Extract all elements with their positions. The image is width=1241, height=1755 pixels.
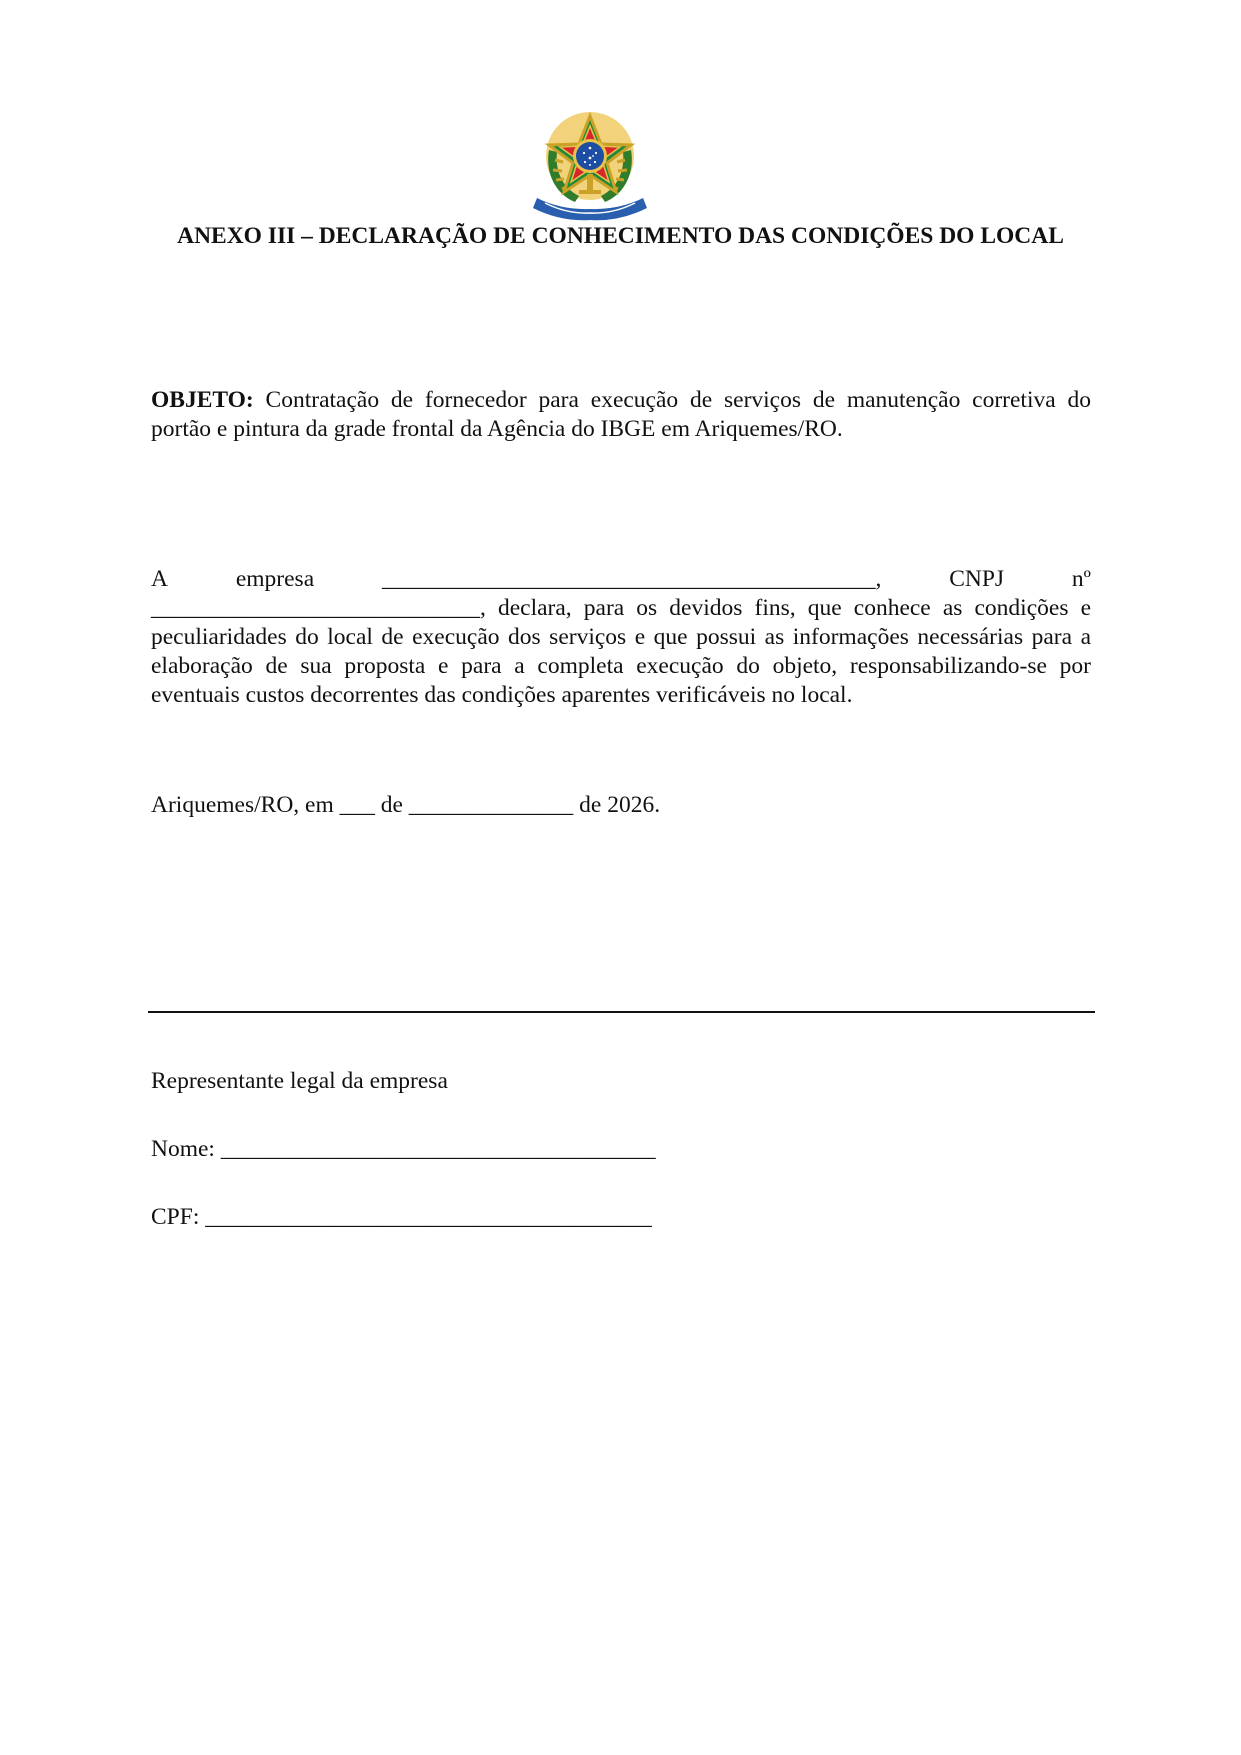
declaration-body: ____________________________, declara, para os devidos fins, que conhece as condições e peculiaridades do local de execução dos serviços e que possui as informações necessárias para a elaboração de sua proposta e para a completa execução do objeto, responsabilizando-se por eventuais custos decorrentes das condições aparentes verificáveis no local.	[151, 595, 1091, 708]
declaration-word-no: nº	[1071, 566, 1091, 592]
date-line: Ariquemes/RO, em ___ de ______________ de 2026.	[151, 792, 661, 818]
objeto-text: Contratação de fornecedor para execução de serviços de manutenção corretiva do portão e pintura da grade frontal da Agência do IBGE em Ariquemes/RO.	[151, 387, 1091, 442]
declaration-paragraph	[151, 565, 1091, 710]
nome-field-line: Nome: _____________________________________	[151, 1136, 656, 1162]
company-name-blank: __________________________________________,	[381, 566, 882, 592]
declaration-first-line	[151, 565, 1091, 594]
representative-label: Representante legal da empresa	[151, 1068, 448, 1094]
declaration-word-a: A	[151, 566, 168, 592]
declaration-word-empresa: empresa	[235, 566, 315, 592]
brazil-coat-of-arms-icon	[531, 110, 649, 224]
declaration-word-cnpj: CNPJ	[949, 566, 1005, 592]
signature-line	[148, 1011, 1095, 1013]
objeto-paragraph	[151, 386, 1091, 444]
cpf-field-line: CPF: ______________________________________	[151, 1204, 652, 1230]
objeto-label: OBJETO:	[151, 387, 254, 413]
document-title: ANEXO III – DECLARAÇÃO DE CONHECIMENTO DAS CONDIÇÕES DO LOCAL	[177, 223, 1064, 249]
